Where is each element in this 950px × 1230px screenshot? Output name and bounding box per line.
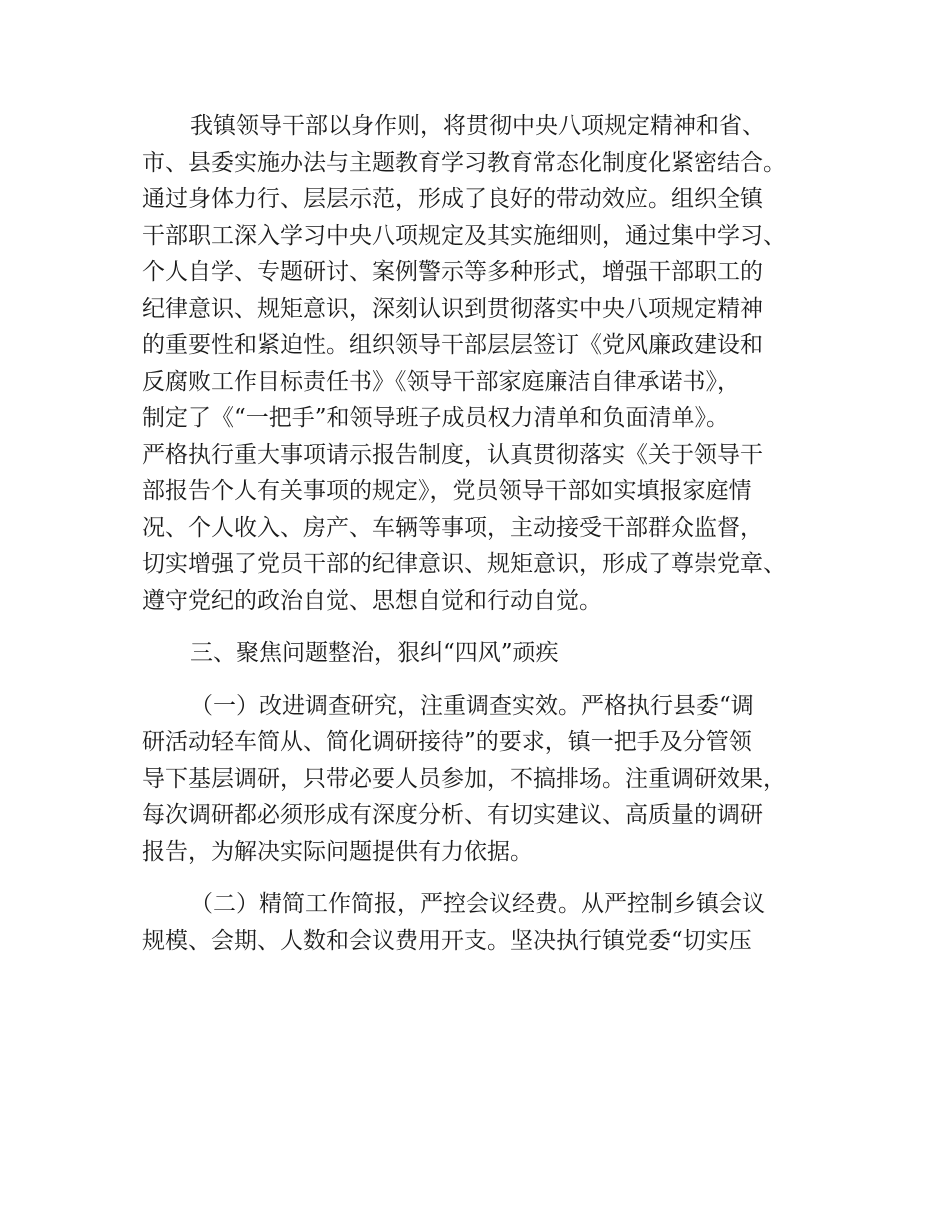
text-line: 个人自学、专题研讨、案例警示等多种形式，增强干部职工的 xyxy=(142,259,763,285)
paragraph-research xyxy=(142,688,832,871)
paragraph-discipline xyxy=(142,108,832,619)
text-line: 报告，为解决实际问题提供有力依据。 xyxy=(142,838,533,865)
text-line: 市、县委实施办法与主题教育学习教育常态化制度化紧密结合。 xyxy=(142,149,786,176)
text-line: 切实增强了党员干部的纪律意识、规矩意识，形成了尊崇党章、 xyxy=(142,551,786,577)
text-line: 通过身体力行、层层示范，形成了良好的带动效应。组织全镇 xyxy=(142,186,763,212)
text-line: 规模、会期、人数和会议费用开支。坚决执行镇党委“切实压 xyxy=(142,927,752,954)
text-line: 遵守党纪的政治自觉、思想自觉和行动自觉。 xyxy=(142,587,602,614)
text-line: 况、个人收入、房产、车辆等事项，主动接受干部群众监督， xyxy=(142,514,763,541)
document-body xyxy=(142,108,832,959)
text-line: 反腐败工作目标责任书》《领导干部家庭廉洁自律承诺书》， xyxy=(142,368,740,395)
paragraph-meetings xyxy=(142,886,832,959)
text-line: （二）精简工作简报，严控会议经费。从严控制乡镇会议 xyxy=(190,891,765,917)
text-line: 研活动轻车简从、简化调研接待”的要求，镇一把手及分管领 xyxy=(142,729,752,755)
text-line: 导下基层调研，只带必要人员参加，不搞排场。注重调研效果， xyxy=(142,765,786,792)
text-line: 每次调研都必须形成有深度分析、有切实建议、高质量的调研 xyxy=(142,802,763,828)
text-line: 制定了《“一把手”和领导班子成员权力清单和负面清单》。 xyxy=(142,405,730,431)
text-line: 干部职工深入学习中央八项规定及其实施细则，通过集中学习、 xyxy=(142,222,786,249)
text-line: 严格执行重大事项请示报告制度，认真贯彻落实《关于领导干 xyxy=(142,441,763,468)
text-line: （一）改进调查研究，注重调查实效。严格执行县委“调 xyxy=(190,692,754,719)
text-line: 我镇领导干部以身作则，将贯彻中央八项规定精神和省、 xyxy=(190,113,765,139)
section-heading-three xyxy=(142,635,832,672)
text-line: 的重要性和紧迫性。组织领导干部层层签订《党风廉政建设和 xyxy=(142,332,763,358)
text-line: 纪律意识、规矩意识，深刻认识到贯彻落实中央八项规定精神 xyxy=(142,295,763,322)
text-line: 部报告个人有关事项的规定》，党员领导干部如实填报家庭情 xyxy=(142,478,752,504)
section-heading: 三、聚焦问题整治，狠纠“四风”顽疾 xyxy=(190,640,559,666)
